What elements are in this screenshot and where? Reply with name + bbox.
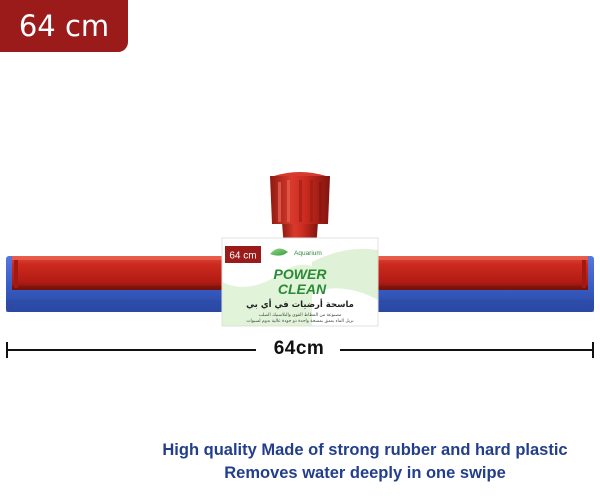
product-name-line1: POWER bbox=[273, 266, 327, 282]
size-badge-label: 64 cm bbox=[18, 9, 110, 43]
arabic-title: ماسحة أرضيات في أي بي bbox=[246, 300, 354, 310]
arabic-desc-2: تزيل الماء بعمق بمسحة واحدة ذو جودة عالية تدوم لسنوات bbox=[246, 319, 354, 324]
caption-line-1: High quality Made of strong rubber and hard plastic bbox=[162, 441, 568, 459]
arabic-desc-1: مصنوعة من المطاط القوي والبلاستيك الصلب bbox=[258, 313, 342, 318]
dimension-label: 64cm bbox=[273, 338, 325, 359]
brand-name: Aquarium bbox=[294, 250, 322, 257]
dimension-line-right bbox=[340, 349, 594, 351]
width-dimension bbox=[6, 340, 594, 360]
dimension-line-left bbox=[6, 349, 256, 351]
product-label bbox=[222, 238, 378, 326]
dimension-cap-right bbox=[592, 342, 594, 358]
caption-line-2: Removes water deeply in one swipe bbox=[224, 464, 506, 482]
product-name-line2: CLEAN bbox=[277, 281, 327, 297]
label-size-text: 64 cm bbox=[229, 250, 257, 262]
